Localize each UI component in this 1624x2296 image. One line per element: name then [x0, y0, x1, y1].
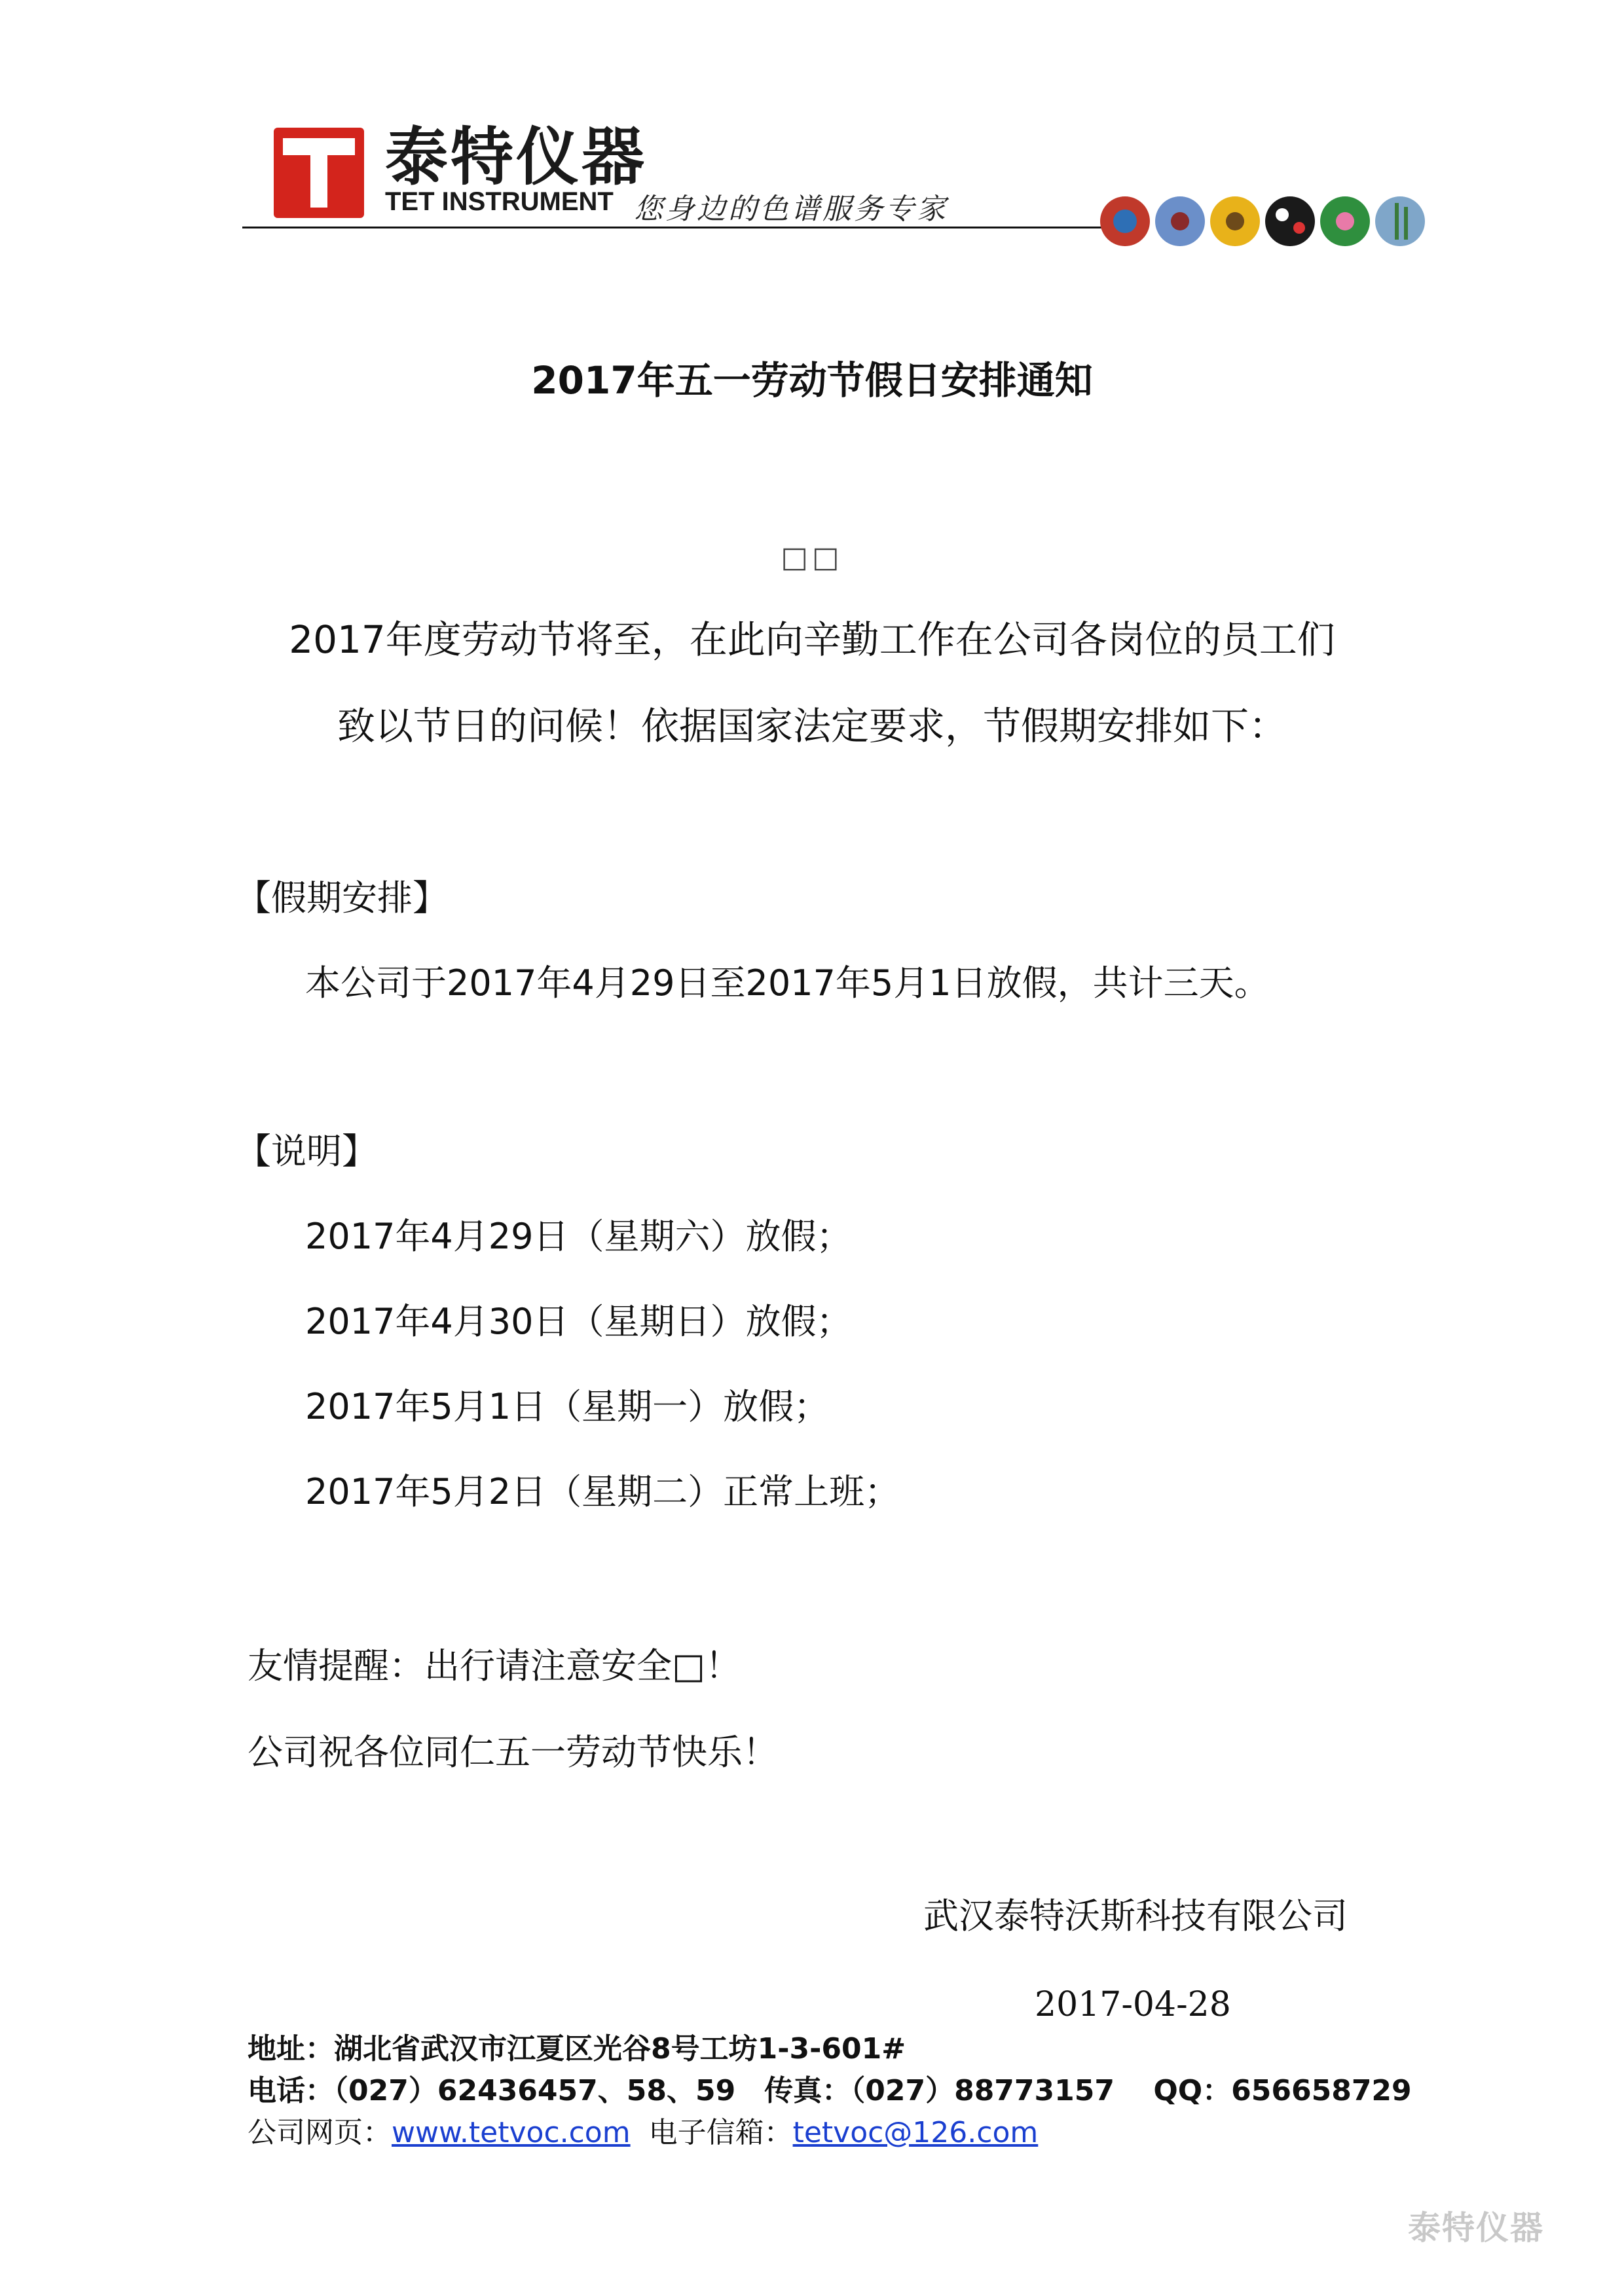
- logo-icon: [274, 128, 364, 218]
- missing-glyph-placeholder: □□: [781, 541, 843, 574]
- note-item: 2017年4月30日（星期日）放假；: [305, 1301, 852, 1342]
- holiday-wishes: 公司祝各位同仁五一劳动节快乐！: [248, 1732, 778, 1773]
- footer-web: [248, 2116, 1039, 2149]
- brand-name-en: TET INSTRUMENT: [385, 187, 614, 216]
- email-label: 电子信箱：: [648, 2116, 793, 2149]
- signer-company: 武汉泰特沃斯科技有限公司: [923, 1895, 1348, 1937]
- brand-name-cn: 泰特仪器: [385, 120, 647, 194]
- decorative-photo-circles-icon: [1099, 194, 1439, 249]
- watermark: 泰特仪器: [1408, 2209, 1544, 2247]
- note-item: 2017年4月29日（星期六）放假；: [305, 1216, 852, 1257]
- page-title: 2017年五一劳动节假日安排通知: [531, 358, 1093, 403]
- email-link[interactable]: tetvoc@126.com: [792, 2116, 1039, 2149]
- intro-line-1: 2017年度劳动节将至，在此向辛勤工作在公司各岗位的员工们: [289, 617, 1335, 662]
- safety-reminder: 友情提醒：出行请注意安全□！: [248, 1645, 741, 1686]
- intro-line-2: 致以节日的问候！依据国家法定要求，节假期安排如下：: [337, 704, 1287, 748]
- footer-contact: 电话：（027）62436457、58、59 传真：（027）88773157 QQ：656658729: [248, 2074, 1412, 2107]
- note-item: 2017年5月2日（星期二）正常上班；: [305, 1471, 900, 1512]
- holiday-text: 本公司于2017年4月29日至2017年5月1日放假，共计三天。: [305, 962, 1270, 1004]
- website-link[interactable]: www.tetvoc.com: [392, 2116, 631, 2149]
- slogan: 您身边的色谱服务专家: [634, 192, 948, 226]
- holiday-heading: 【假期安排】: [236, 877, 448, 919]
- notes-heading: 【说明】: [236, 1131, 377, 1172]
- footer-address: 地址：湖北省武汉市江夏区光谷8号工坊1-3-601#: [248, 2032, 906, 2066]
- web-label: 公司网页：: [248, 2116, 392, 2149]
- sign-date: 2017-04-28: [1035, 1985, 1231, 2024]
- header-divider: [242, 227, 1120, 228]
- note-item: 2017年5月1日（星期一）放假；: [305, 1386, 830, 1427]
